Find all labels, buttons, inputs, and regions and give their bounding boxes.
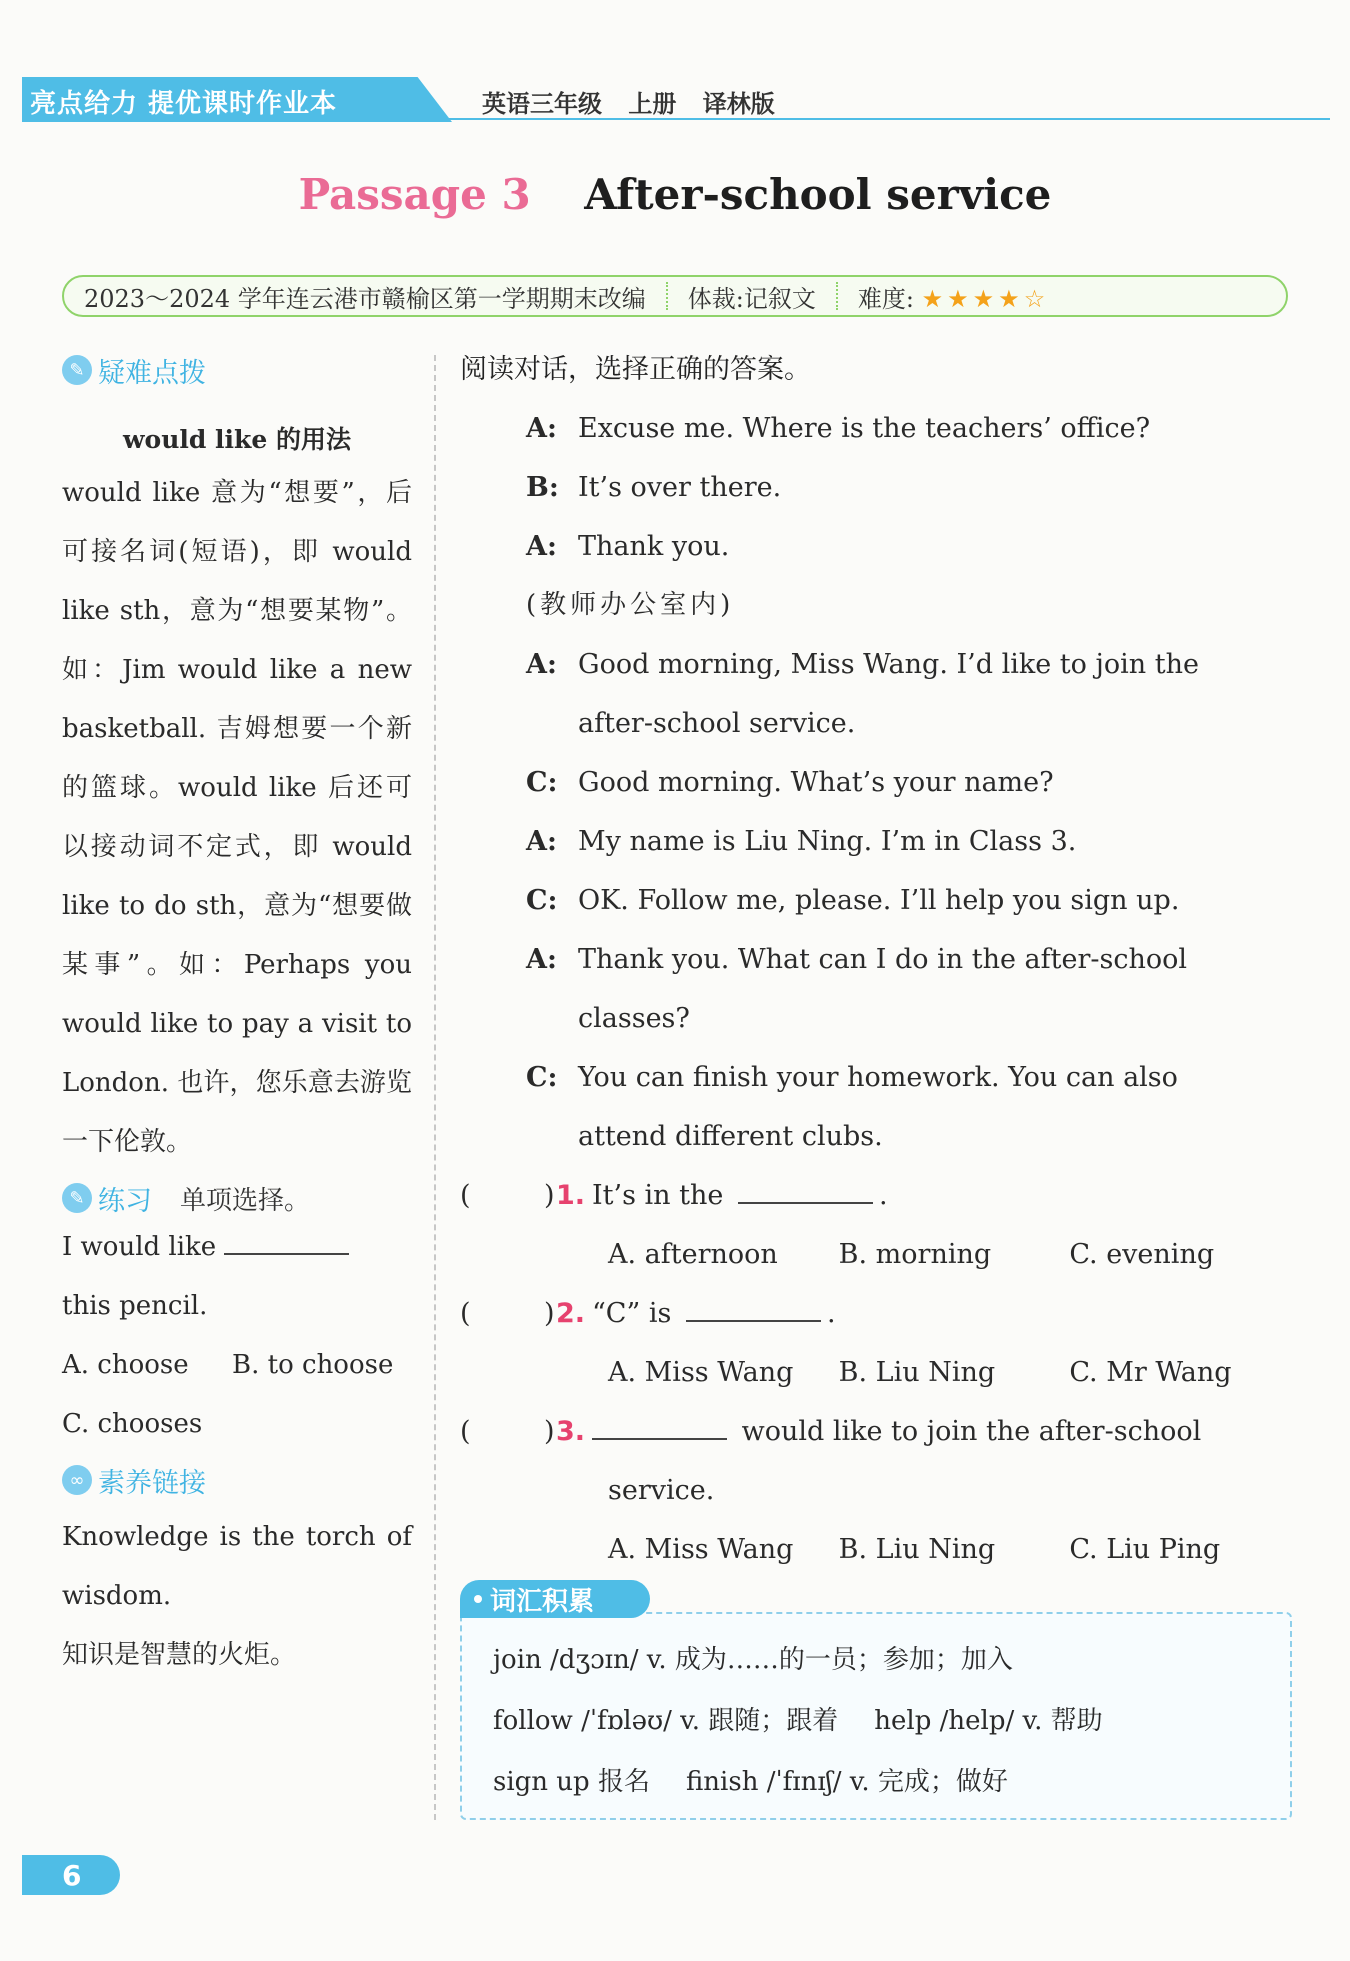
vocab-tag — [460, 1580, 650, 1618]
genre-info: 体裁:记叙文 — [687, 284, 816, 313]
questions — [460, 1166, 1300, 1579]
star-filled-icon: ★★★★ — [921, 284, 1024, 313]
option-b[interactable]: B. Liu Ning — [838, 1534, 996, 1565]
utterance: You can finish your homework. You can also — [578, 1062, 1178, 1093]
option-b[interactable]: B. Liu Ning — [838, 1357, 996, 1388]
question-pre: It’s in the — [592, 1180, 724, 1211]
page-number: 6 — [22, 1855, 120, 1895]
vocab-entry: finish /ˈfɪnɪʃ/ v. 完成；做好 — [685, 1767, 1008, 1797]
practice-heading-label-wrap — [62, 1178, 152, 1218]
question-text — [592, 1284, 1300, 1343]
utterance: My name is Liu Ning. I’m in Class 3. — [578, 826, 1077, 857]
speaker: B: — [526, 472, 559, 503]
utterance: Good morning. What’s your name? — [578, 767, 1054, 798]
dialogue-line — [526, 753, 1300, 812]
tips-heading — [62, 350, 412, 390]
option-a[interactable]: A. Miss Wang — [608, 1357, 794, 1388]
vocab-entry: help /help/ v. 帮助 — [874, 1706, 1103, 1736]
scene-note: (教师办公室内) — [526, 590, 735, 620]
dialogue-line — [526, 930, 1300, 989]
answer-blank[interactable] — [738, 1170, 873, 1204]
question-number: 2. — [556, 1298, 586, 1329]
dialogue-line — [526, 517, 1300, 576]
utterance: It’s over there. — [578, 472, 782, 503]
book-info — [482, 84, 775, 119]
info-bar — [62, 275, 1288, 317]
question-number: 3. — [556, 1416, 586, 1447]
utterance: OK. Follow me, please. I’ll help you sign up. — [578, 885, 1180, 916]
dialogue-line — [526, 458, 1300, 517]
utterance: Thank you. — [578, 531, 730, 562]
speaker: A: — [526, 944, 557, 975]
question-3 — [460, 1402, 1300, 1461]
vocab-entry: sign up 报名 — [493, 1767, 650, 1797]
bullet-icon — [474, 1595, 482, 1603]
difficulty-stars — [922, 285, 1050, 313]
link-heading — [62, 1460, 412, 1500]
link-heading-label: 素养链接 — [98, 1467, 206, 1499]
question-cont: service. — [608, 1475, 715, 1506]
option-a[interactable]: A. Miss Wang — [608, 1534, 794, 1565]
pencil-icon: ✎ — [62, 355, 92, 385]
practice-heading-label: 练习 — [98, 1185, 152, 1217]
utterance: Excuse me. Where is the teachers’ office? — [578, 413, 1151, 444]
option-c[interactable]: C. evening — [1069, 1239, 1215, 1270]
speaker: A: — [526, 649, 557, 680]
utterance: Good morning, Miss Wang. I’d like to join the — [578, 649, 1199, 680]
question-text — [592, 1402, 1300, 1461]
speaker: C: — [526, 767, 558, 798]
difficulty-info — [838, 279, 1069, 314]
speaker: A: — [526, 413, 557, 444]
dialogue-line — [526, 1048, 1300, 1107]
option-b[interactable]: B. to choose — [232, 1350, 394, 1380]
dialogue — [526, 399, 1300, 1166]
header-rule — [440, 118, 1330, 120]
dialogue-line — [526, 871, 1300, 930]
vocab-line — [493, 1752, 1283, 1813]
dialogue-line — [526, 635, 1300, 694]
question-1-options — [460, 1225, 1300, 1284]
vocab-line: join /dʒɔɪn/ v. 成为……的一员；参加；加入 — [493, 1645, 1013, 1675]
question-pre: “C” is — [592, 1298, 672, 1329]
answer-blank[interactable] — [224, 1225, 349, 1255]
question-post: would like to join the after-school — [741, 1416, 1202, 1447]
vocab-line — [493, 1691, 1283, 1752]
practice-heading — [62, 1178, 412, 1218]
usage-text: would like 意为“想要”，后可接名词(短语)，即 would like sth，意为“想要某物”。如：Jim would like a new basketball. 吉姆想要一个新的篮球。would like 后还可以接动词不定式，即 would like to do sth，意为“想要做某事”。如：Perhaps you would like to pay a visit to London. 也许，您乐意去游览一下伦敦。 — [62, 478, 412, 1157]
speaker: C: — [526, 1062, 558, 1093]
option-c[interactable]: C. Liu Ping — [1069, 1534, 1221, 1565]
option-b[interactable]: B. morning — [838, 1239, 992, 1270]
star-empty-icon: ☆ — [1023, 284, 1050, 313]
utterance-cont: attend different clubs. — [578, 1121, 883, 1152]
practice-options — [62, 1336, 412, 1395]
practice-question — [62, 1218, 412, 1277]
dialogue-line — [526, 399, 1300, 458]
volume: 上册 — [628, 90, 677, 118]
answer-paren[interactable]: ( ) — [460, 1416, 555, 1447]
left-column — [62, 350, 412, 1685]
tips-heading-label: 疑难点拨 — [98, 357, 206, 389]
subject: 英语三年级 — [482, 90, 602, 118]
question-2-options — [460, 1343, 1300, 1402]
utterance-cont: after-school service. — [578, 708, 856, 739]
pencil-icon: ✎ — [62, 1183, 92, 1213]
answer-paren[interactable]: ( ) — [460, 1298, 555, 1329]
answer-paren[interactable]: ( ) — [460, 1180, 555, 1211]
practice-task: 单项选择。 — [180, 1185, 311, 1216]
answer-blank[interactable] — [592, 1406, 727, 1440]
option-a[interactable]: A. choose — [62, 1350, 189, 1380]
speaker: A: — [526, 531, 557, 562]
question-post: . — [826, 1298, 836, 1329]
column-divider — [434, 355, 436, 1820]
practice-question-text: I would like — [62, 1232, 217, 1262]
speaker: A: — [526, 826, 557, 857]
question-1 — [460, 1166, 1300, 1225]
question-post: . — [878, 1180, 888, 1211]
instruction: 阅读对话，选择正确的答案。 — [460, 354, 811, 385]
source-info: 2023～2024 学年连云港市赣榆区第一学期期末改编 — [84, 284, 646, 313]
question-2 — [460, 1284, 1300, 1343]
option-c[interactable]: C. Mr Wang — [1069, 1357, 1232, 1388]
dialogue-line — [526, 812, 1300, 871]
usage-title: would like 的用法 — [123, 425, 351, 454]
brand-title: 亮点给力 提优课时作业本 — [30, 89, 338, 119]
link-icon: ∞ — [62, 1465, 92, 1495]
right-column — [460, 350, 1300, 1579]
question-text — [592, 1166, 1300, 1225]
utterance: Thank you. What can I do in the after-school — [578, 944, 1187, 975]
quote-chinese: 知识是智慧的火炬。 — [62, 1640, 297, 1670]
quote-english: Knowledge is the torch of wisdom. — [62, 1522, 412, 1611]
passage-number: Passage 3 — [298, 170, 531, 219]
speaker: C: — [526, 885, 558, 916]
answer-blank[interactable] — [686, 1288, 821, 1322]
vocab-tag-label: 词汇积累 — [490, 1586, 595, 1617]
option-a[interactable]: A. afternoon — [608, 1239, 778, 1270]
vocab-entry: follow /ˈfɒləʊ/ v. 跟随；跟着 — [493, 1706, 839, 1736]
option-c[interactable]: C. chooses — [62, 1409, 203, 1439]
utterance-cont: classes? — [578, 1003, 690, 1034]
passage-title: After-school service — [584, 170, 1052, 219]
difficulty-label: 难度: — [857, 284, 914, 313]
page-title — [0, 170, 1350, 219]
edition: 译林版 — [702, 90, 775, 118]
question-3-options — [460, 1520, 1300, 1579]
vocab-list — [493, 1630, 1283, 1813]
practice-question-cont: this pencil. — [62, 1291, 208, 1321]
question-number: 1. — [556, 1180, 586, 1211]
